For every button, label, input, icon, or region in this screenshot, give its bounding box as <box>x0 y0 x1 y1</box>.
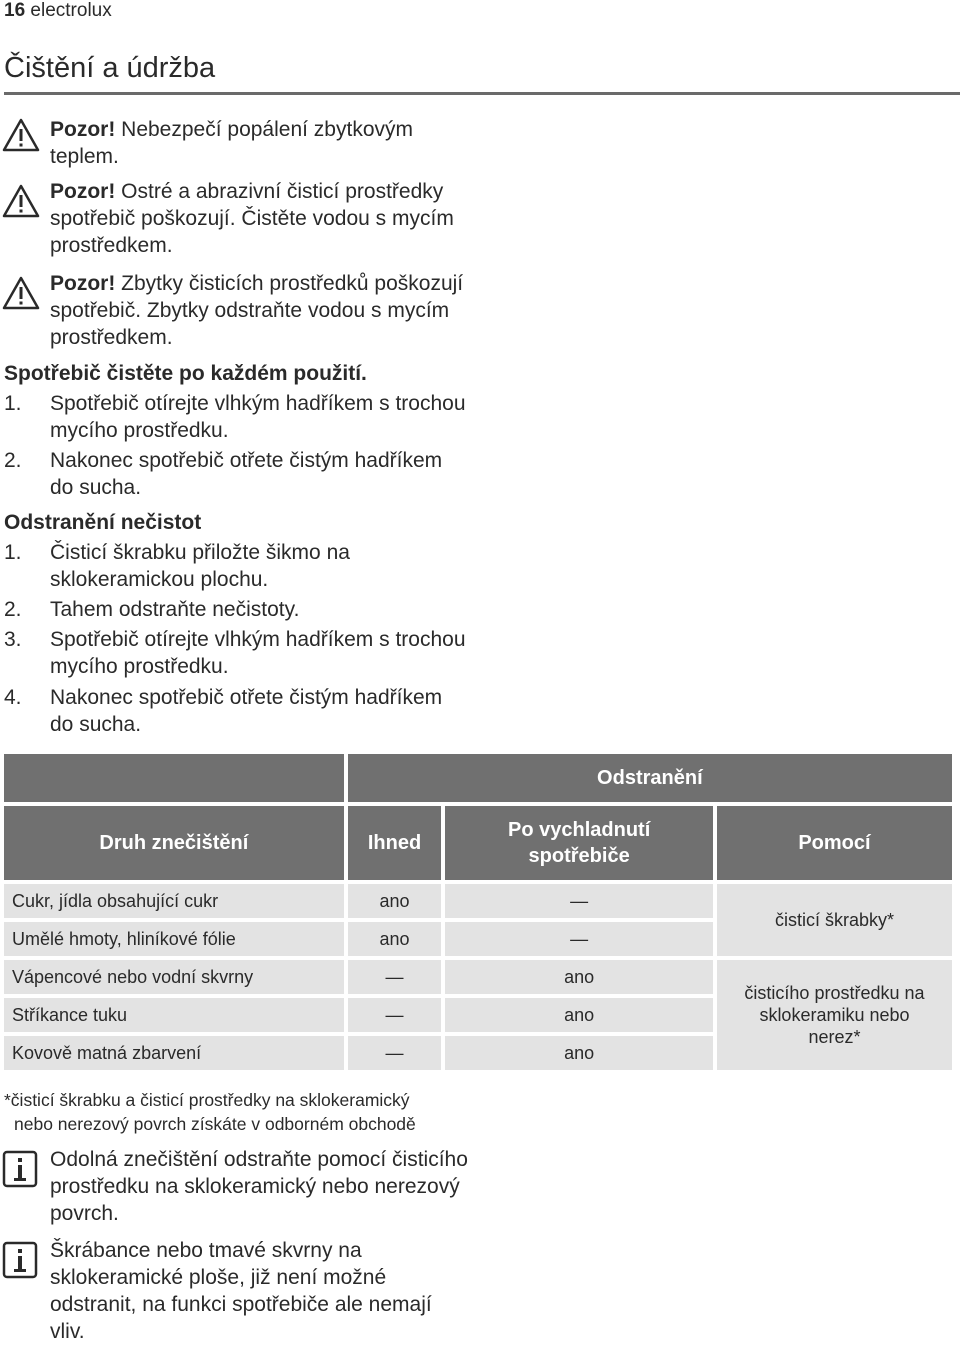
table-cell-cooled: ano <box>445 1036 713 1070</box>
table-cell-cooled: ano <box>445 998 713 1032</box>
info-icon <box>2 1150 38 1188</box>
warning-3 <box>0 270 480 354</box>
warning-1 <box>0 116 480 176</box>
cleaning-table <box>0 750 956 1074</box>
warning-2 <box>0 178 480 262</box>
info-note-1 <box>0 1146 480 1230</box>
warning-triangle-icon <box>2 276 40 310</box>
footnote-line: nebo nerezový povrch získáte v odborném obchodě <box>14 1114 416 1134</box>
table-cell-now: ano <box>348 922 442 956</box>
table-header-using: Pomocí <box>717 806 952 880</box>
table-cell-type: Stříkance tuku <box>4 998 344 1032</box>
info-icon <box>2 1241 38 1279</box>
table-group-header: Odstranění <box>348 754 952 802</box>
table-cell-type: Vápencové nebo vodní skvrny <box>4 960 344 994</box>
table-cell-type: Cukr, jídla obsahující cukr <box>4 884 344 918</box>
table-header-cooled: Po vychladnutí spotřebiče <box>445 806 713 880</box>
table-cell-type: Kovově matná zbarvení <box>4 1036 344 1070</box>
table-cell-now: ano <box>348 884 442 918</box>
page-header <box>4 0 112 22</box>
footnote-line: *čisticí škrabku a čisticí prostředky na sklokeramický <box>4 1090 410 1110</box>
table-corner <box>4 754 344 802</box>
table-cell-using: čisticího prostředku na sklokeramiku nebo nerez* <box>717 960 952 1070</box>
warning-triangle-icon <box>2 184 40 218</box>
page-title: Čištění a údržba <box>4 52 216 84</box>
table-cell-now: — <box>348 998 442 1032</box>
info-text: Odolná znečištění odstraňte pomocí čisticího prostředku na sklokeramický nebo nerezový povrch. <box>50 1148 468 1225</box>
title-divider <box>4 92 960 95</box>
page-number: 16 <box>4 0 26 21</box>
table-cell-cooled: ano <box>445 960 713 994</box>
table-footnote <box>4 1088 484 1136</box>
table-cell-using: čisticí škrabky* <box>717 884 952 956</box>
warning-text: Pozor! Nebezpečí popálení zbytkovým teplem. <box>50 118 413 168</box>
brand-name: electrolux <box>30 0 112 21</box>
info-note-2 <box>0 1237 480 1343</box>
table-cell-cooled: — <box>445 884 713 918</box>
table-cell-now: — <box>348 1036 442 1070</box>
table-cell-cooled: — <box>445 922 713 956</box>
warning-triangle-icon <box>2 118 40 152</box>
section-heading-dirt-removal: Odstranění nečistot <box>4 511 202 534</box>
section-heading-after-use: Spotřebič čistěte po každém použití. <box>4 362 367 385</box>
table-cell-type: Umělé hmoty, hliníkové fólie <box>4 922 344 956</box>
info-text: Škrábance nebo tmavé skvrny na sklokeramické ploše, již není možné odstranit, na funkci spotřebiče ale nemají vliv. <box>50 1239 432 1343</box>
table-header-now: Ihned <box>348 806 442 880</box>
warning-text: Pozor! Ostré a abrazivní čisticí prostředky spotřebič poškozují. Čistěte vodou s mycím prostředkem. <box>50 180 454 257</box>
warning-text: Pozor! Zbytky čisticích prostředků poškozují spotřebič. Zbytky odstraňte vodou s mycím prostředkem. <box>50 272 464 349</box>
table-cell-now: — <box>348 960 442 994</box>
table-header-type: Druh znečištění <box>4 806 344 880</box>
